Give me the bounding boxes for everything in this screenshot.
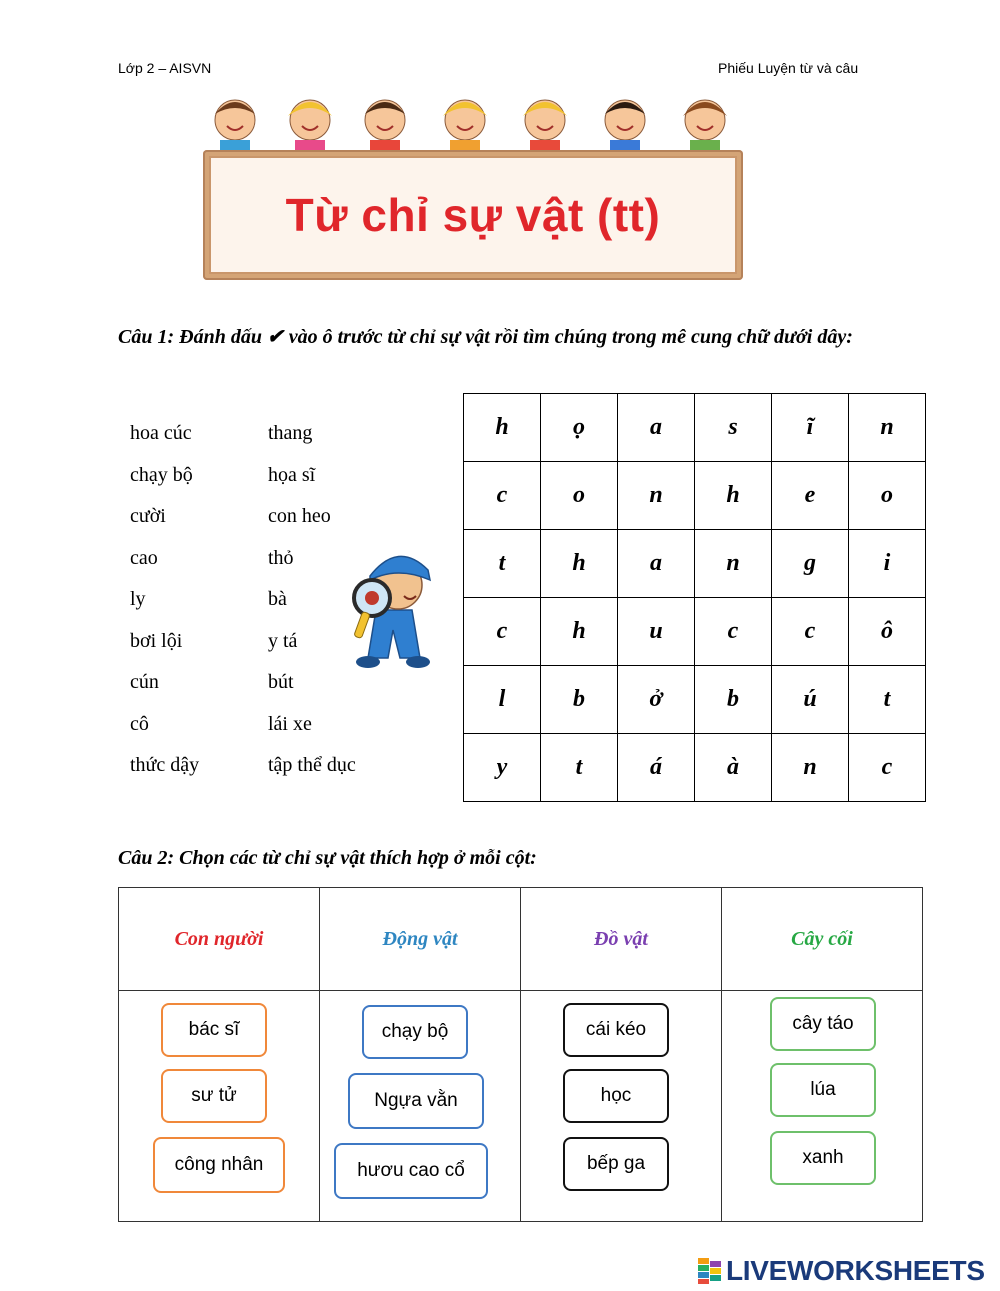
- category-header-objects: Đồ vật: [521, 888, 722, 991]
- grid-cell[interactable]: h: [695, 462, 772, 530]
- word-item[interactable]: bà: [268, 588, 287, 610]
- word-chip[interactable]: Ngựa vằn: [348, 1073, 484, 1129]
- word-item[interactable]: thức dậy: [130, 754, 200, 776]
- question-2: Câu 2: Chọn các từ chỉ sự vật thích hợp ở mỗi cột:: [118, 847, 537, 869]
- grid-cell[interactable]: h: [541, 598, 618, 666]
- word-chip[interactable]: bác sĩ: [161, 1003, 267, 1057]
- word-item[interactable]: cao: [130, 546, 158, 569]
- category-column-objects[interactable]: [521, 991, 722, 1222]
- grid-cell[interactable]: n: [772, 734, 849, 802]
- letter-maze-grid: [463, 393, 926, 802]
- grid-cell[interactable]: c: [464, 462, 541, 530]
- word-chip[interactable]: cái kéo: [563, 1003, 669, 1057]
- word-item[interactable]: cô: [130, 712, 149, 735]
- grid-cell[interactable]: o: [541, 462, 618, 530]
- detective-magnifier-icon: [338, 540, 448, 675]
- grid-cell[interactable]: c: [464, 598, 541, 666]
- word-item[interactable]: lái xe: [268, 712, 312, 735]
- word-chip[interactable]: bếp ga: [563, 1137, 669, 1191]
- liveworksheets-logo: [698, 1255, 985, 1287]
- grid-cell[interactable]: o: [849, 462, 926, 530]
- word-item[interactable]: con heo: [268, 505, 331, 527]
- grid-cell[interactable]: ú: [772, 666, 849, 734]
- category-header-animals: Động vật: [320, 888, 521, 991]
- title-banner: [203, 150, 743, 280]
- word-chip[interactable]: hươu cao cổ: [334, 1143, 488, 1199]
- logo-blocks-icon: [698, 1258, 722, 1284]
- word-item[interactable]: hoa cúc: [130, 422, 192, 444]
- grid-cell[interactable]: i: [849, 530, 926, 598]
- grid-cell[interactable]: b: [541, 666, 618, 734]
- word-item[interactable]: thang: [268, 422, 313, 444]
- grid-cell[interactable]: y: [464, 734, 541, 802]
- category-column-people[interactable]: [119, 991, 320, 1222]
- word-chip[interactable]: cây táo: [770, 997, 876, 1051]
- category-header-plants: Cây cối: [722, 888, 923, 991]
- word-chip[interactable]: sư tử: [161, 1069, 267, 1123]
- grid-cell[interactable]: c: [772, 598, 849, 666]
- word-item[interactable]: y tá: [268, 629, 298, 652]
- grid-cell[interactable]: t: [849, 666, 926, 734]
- grid-cell[interactable]: ọ: [541, 394, 618, 462]
- word-item[interactable]: tập thể dục: [268, 754, 356, 776]
- category-table: [118, 887, 923, 1222]
- word-item[interactable]: cười: [130, 505, 166, 527]
- grid-cell[interactable]: g: [772, 530, 849, 598]
- word-chip[interactable]: học: [563, 1069, 669, 1123]
- word-item[interactable]: chạy bộ: [130, 463, 193, 486]
- grid-cell[interactable]: h: [541, 530, 618, 598]
- grid-cell[interactable]: a: [618, 394, 695, 462]
- word-chip[interactable]: lúa: [770, 1063, 876, 1117]
- word-item[interactable]: cún: [130, 671, 159, 693]
- grid-cell[interactable]: a: [618, 530, 695, 598]
- header-worksheet-label: Phiếu Luyện từ và câu: [718, 60, 859, 76]
- grid-cell[interactable]: ĩ: [772, 394, 849, 462]
- grid-cell[interactable]: e: [772, 462, 849, 530]
- grid-cell[interactable]: n: [849, 394, 926, 462]
- grid-cell[interactable]: c: [695, 598, 772, 666]
- grid-cell[interactable]: u: [618, 598, 695, 666]
- word-chip[interactable]: chạy bộ: [362, 1005, 468, 1059]
- page-title: Từ chỉ sự vật (tt): [285, 189, 661, 241]
- grid-cell[interactable]: b: [695, 666, 772, 734]
- word-item[interactable]: họa sĩ: [268, 463, 316, 486]
- header-class-label: Lớp 2 – AISVN: [118, 60, 212, 76]
- word-item[interactable]: bơi lội: [130, 629, 183, 652]
- word-item[interactable]: bút: [268, 671, 294, 693]
- question-1: Câu 1: Đánh dấu ✔ vào ô trước từ chỉ sự vật rồi tìm chúng trong mê cung chữ dưới dây:: [118, 326, 853, 348]
- category-column-animals[interactable]: [320, 991, 521, 1222]
- grid-cell[interactable]: ở: [618, 666, 695, 734]
- grid-cell[interactable]: c: [849, 734, 926, 802]
- grid-cell[interactable]: h: [464, 394, 541, 462]
- grid-cell[interactable]: à: [695, 734, 772, 802]
- grid-cell[interactable]: t: [541, 734, 618, 802]
- grid-cell[interactable]: n: [618, 462, 695, 530]
- grid-cell[interactable]: á: [618, 734, 695, 802]
- children-illustration: [200, 92, 760, 154]
- word-item[interactable]: ly: [130, 588, 146, 610]
- category-column-plants[interactable]: [722, 991, 923, 1222]
- grid-cell[interactable]: n: [695, 530, 772, 598]
- word-item[interactable]: thỏ: [268, 546, 294, 569]
- grid-cell[interactable]: ô: [849, 598, 926, 666]
- word-list-col-1: [130, 420, 199, 794]
- word-chip[interactable]: công nhân: [153, 1137, 285, 1193]
- category-header-people: Con người: [119, 888, 320, 991]
- grid-cell[interactable]: t: [464, 530, 541, 598]
- logo-text: LIVEWORKSHEETS: [726, 1255, 985, 1286]
- word-chip[interactable]: xanh: [770, 1131, 876, 1185]
- grid-cell[interactable]: s: [695, 394, 772, 462]
- grid-cell[interactable]: l: [464, 666, 541, 734]
